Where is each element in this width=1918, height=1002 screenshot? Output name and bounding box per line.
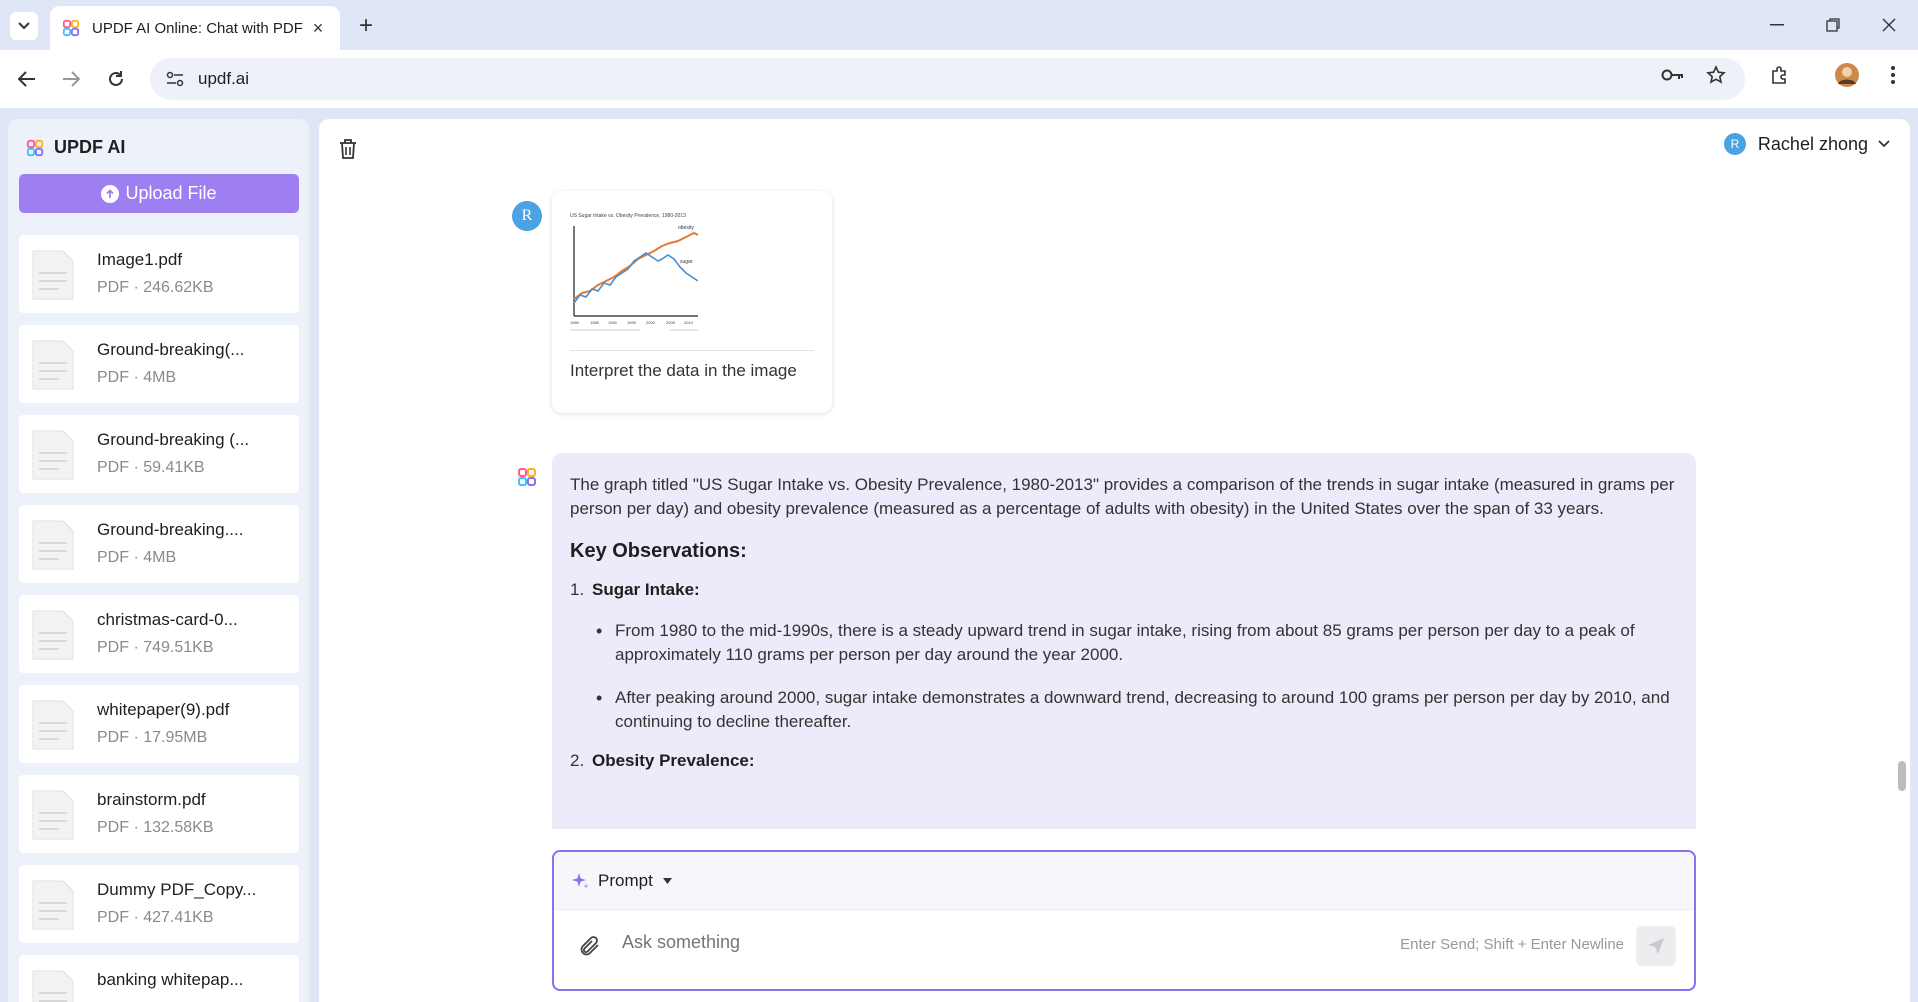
reload-button[interactable] (101, 64, 131, 94)
user-message-text: Interpret the data in the image (570, 361, 797, 380)
list-number: 2. (570, 751, 585, 770)
document-icon (31, 519, 75, 571)
document-icon (31, 699, 75, 751)
document-icon (31, 429, 75, 481)
minimize-button[interactable] (1762, 10, 1792, 40)
bullet-dot: • (596, 621, 603, 641)
site-settings-icon[interactable] (166, 71, 184, 87)
tab-search-button[interactable] (10, 12, 38, 40)
file-item[interactable] (19, 955, 299, 1002)
document-icon (31, 609, 75, 661)
bullet-text: After peaking around 2000, sugar intake demonstrates a downward trend, decreasing to around 100 grams per person per day by 2010, and continuing to decline thereafter. (615, 688, 1670, 731)
thumbnail-x-tick: 1990 (608, 320, 617, 325)
user-avatar: R (1724, 133, 1746, 155)
star-icon (1706, 65, 1726, 85)
browser-tab-active[interactable] (50, 6, 340, 50)
file-name: Dummy PDF_Copy... (97, 880, 257, 899)
prompt-dropdown-label[interactable]: Prompt (598, 870, 653, 890)
browser-tab-bar (0, 0, 1918, 50)
document-icon (31, 789, 75, 841)
bullet-dot: • (596, 688, 603, 708)
document-icon (31, 339, 75, 391)
ask-input[interactable] (622, 932, 1322, 953)
user-message-avatar: R (512, 201, 542, 231)
file-name: christmas-card-0... (97, 610, 238, 629)
file-name: banking whitepap... (97, 970, 244, 989)
browser-toolbar (0, 50, 1918, 108)
updf-logo-icon (62, 19, 80, 37)
profile-avatar-button[interactable] (1834, 62, 1860, 88)
file-meta: PDF · 59.41KB (97, 459, 205, 476)
trash-icon[interactable] (337, 137, 359, 161)
file-item[interactable] (19, 685, 299, 763)
thumbnail-x-tick: 1980 (570, 320, 579, 325)
composer-toolbar (554, 852, 1694, 910)
bubble-divider (570, 350, 814, 351)
chat-composer (552, 850, 1696, 991)
list-item-title: Obesity Prevalence: (592, 751, 755, 770)
user-message-bubble (552, 191, 832, 413)
file-name: Ground-breaking(... (97, 340, 245, 359)
chevron-down-icon (1878, 140, 1890, 148)
file-meta: PDF · 17.95MB (97, 729, 208, 746)
minimize-icon (1770, 24, 1784, 26)
bullet-item (570, 686, 1678, 734)
thumbnail-x-tick: 1985 (590, 320, 599, 325)
ordered-list-item (570, 751, 1678, 771)
attached-chart-image[interactable] (570, 211, 698, 335)
sparkle-icon (572, 872, 590, 890)
file-item[interactable] (19, 775, 299, 853)
brand-name: UPDF AI (54, 137, 126, 157)
paperclip-icon[interactable] (578, 934, 602, 958)
profile-avatar-icon (1834, 62, 1860, 88)
close-window-button[interactable] (1874, 10, 1904, 40)
thumbnail-x-tick: 2005 (666, 320, 675, 325)
send-icon (1646, 936, 1666, 956)
ai-response-intro: The graph titled "US Sugar Intake vs. Obesity Prevalence, 1980-2013" provides a comparison of the trends in sugar intake (measured in grams per person per day) and obesity prevalence (measured as a percentage of adults with obesity) in the United States over the span of 33 years. (570, 475, 1675, 518)
bullet-text: From 1980 to the mid-1990s, there is a steady upward trend in sugar intake, rising from about 85 grams per person per day to a peak of approximately 110 grams per person per day around the year 2000. (615, 621, 1635, 664)
file-meta: PDF · 132.58KB (97, 819, 214, 836)
file-item[interactable] (19, 325, 299, 403)
document-icon (31, 879, 75, 931)
thumbnail-label-obesity: obesity (678, 225, 694, 231)
chevron-down-icon (18, 22, 30, 30)
file-item[interactable] (19, 505, 299, 583)
document-icon (31, 249, 75, 301)
user-name: Rachel zhong (1757, 133, 1868, 154)
list-item-title: Sugar Intake: (592, 580, 700, 599)
upload-file-button[interactable] (19, 174, 299, 213)
back-button[interactable] (12, 64, 42, 94)
url-text: updf.ai (198, 69, 250, 88)
send-hint: Enter Send; Shift + Enter Newline (1400, 936, 1624, 953)
ai-response-heading: Key Observations: (570, 540, 747, 562)
file-meta: PDF · 749.51KB (97, 639, 214, 656)
address-bar[interactable] (150, 58, 1745, 100)
browser-menu-button[interactable] (1880, 62, 1906, 88)
ordered-list-item (570, 580, 1678, 600)
file-name: Image1.pdf (97, 250, 183, 269)
file-list (19, 235, 299, 1002)
thumbnail-x-tick: 1995 (627, 320, 636, 325)
file-item[interactable] (19, 415, 299, 493)
document-icon (31, 969, 75, 1002)
bullet-item (570, 619, 1678, 667)
user-menu[interactable] (1724, 133, 1890, 155)
password-key-button[interactable] (1660, 62, 1686, 88)
forward-button[interactable] (56, 64, 86, 94)
file-name: Ground-breaking (... (97, 430, 250, 449)
upload-icon (101, 185, 119, 203)
arrow-right-icon (62, 71, 80, 87)
ai-assistant-icon (517, 467, 537, 487)
bookmark-button[interactable] (1703, 62, 1729, 88)
tab-close-icon[interactable]: × (312, 17, 324, 38)
upload-file-label: Upload File (125, 183, 217, 203)
arrow-left-icon (18, 71, 36, 87)
thumbnail-x-tick: 2010 (684, 320, 693, 325)
caret-down-icon[interactable] (663, 878, 672, 884)
file-name: brainstorm.pdf (97, 790, 206, 809)
thumbnail-x-tick: 2000 (646, 320, 655, 325)
file-meta: PDF · 4MB (97, 549, 177, 566)
file-sidebar (8, 119, 309, 1002)
tab-title: UPDF AI Online: Chat with PDF (92, 19, 303, 37)
send-button[interactable] (1636, 926, 1676, 966)
reload-icon (107, 70, 125, 88)
new-tab-button[interactable]: + (358, 12, 373, 39)
file-item[interactable] (19, 595, 299, 673)
file-meta: PDF · 246.62KB (97, 279, 214, 296)
key-icon (1661, 68, 1685, 82)
file-item[interactable] (19, 235, 299, 313)
extensions-button[interactable] (1767, 62, 1793, 88)
ai-response-bubble (552, 453, 1696, 829)
file-item[interactable] (19, 865, 299, 943)
file-meta: PDF · 427.41KB (97, 909, 214, 926)
restore-button[interactable] (1818, 10, 1848, 40)
updf-logo-icon (26, 139, 44, 157)
chat-panel (319, 119, 1910, 1002)
close-icon (1882, 18, 1896, 32)
puzzle-icon (1770, 65, 1790, 85)
file-meta: PDF · 4MB (97, 369, 177, 386)
thumbnail-label-sugar: sugar (680, 259, 693, 265)
more-vertical-icon (1891, 66, 1895, 84)
restore-icon (1826, 18, 1840, 32)
list-number: 1. (570, 580, 585, 599)
thumbnail-title: US Sugar Intake vs. Obesity Prevalence, 1980-2013 (570, 213, 686, 219)
brand (26, 137, 125, 158)
file-name: Ground-breaking.... (97, 520, 244, 539)
file-name: whitepaper(9).pdf (97, 700, 230, 719)
chat-scrollbar[interactable] (1898, 761, 1906, 791)
